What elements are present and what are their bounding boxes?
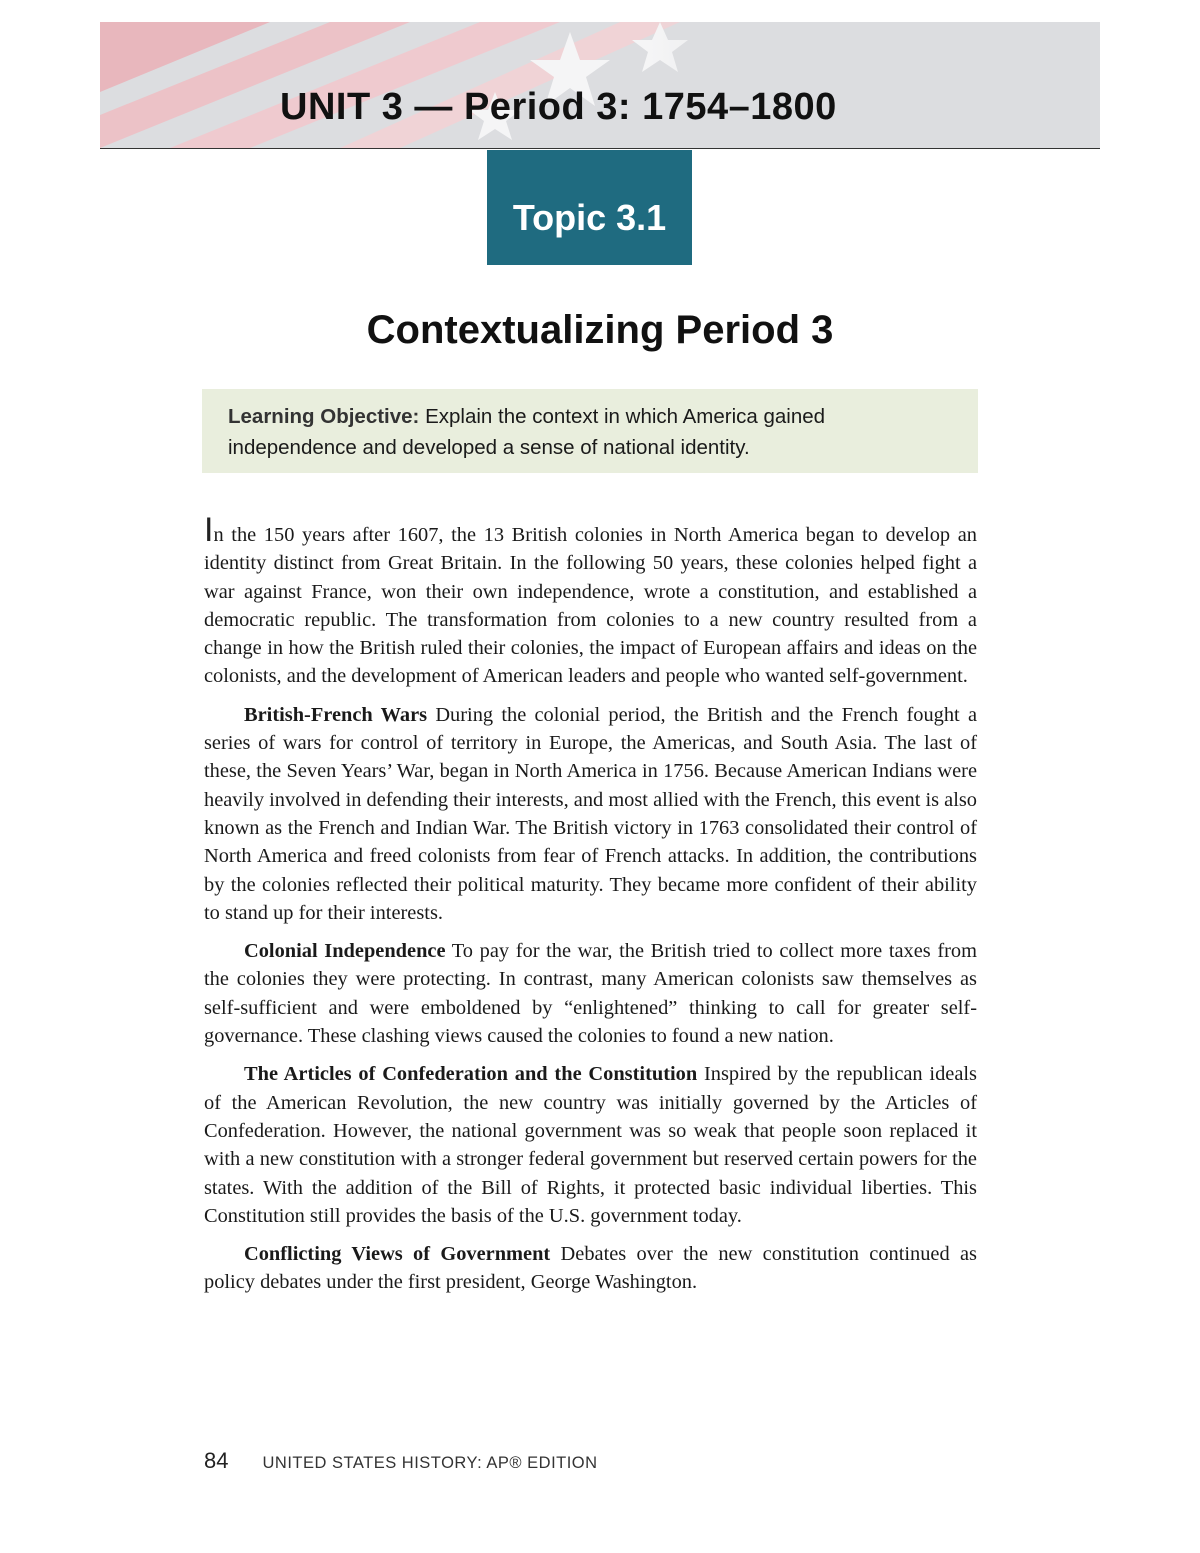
intro-text: n the 150 years after 1607, the 13 British colonies in North America began to develop an identity distinct from Great Britain. In the following 50 years, these colonies helped fight a war against France, won their own independence, wrote a constitution, and established a democratic republic. The transformation from colonies to a new country resulted from a change in how the British ruled their colonies, the impact of European affairs and ideas on the colonists, and the development of American leaders and people who wanted self-government. [204,524,977,688]
learning-objective-label: Learning Objective: [228,405,420,428]
section-text: To pay for the war, the British tried to collect more taxes from the colonies they were protecting. In contrast, many American colonists saw themselves as self-sufficient and were emboldened by “enlightened” thinking to call for greater self-governance. These clashing views caused the colonies to found a new nation. [204,940,977,1048]
intro-paragraph [204,511,977,691]
section-paragraph [204,1060,977,1230]
topic-badge [487,150,692,265]
drop-cap: I [204,511,214,549]
topic-label: Topic 3.1 [512,196,667,238]
flag-banner-graphic [100,22,1100,148]
section-heading: Conflicting Views of Government [244,1243,551,1266]
body-text [204,511,977,1307]
section-text: Debates over the new constitution continued as policy debates under the first president, George Washington. [204,1243,977,1294]
flag-banner [100,22,1100,148]
section-heading: Colonial Independence [244,940,446,963]
section-paragraph [204,701,977,927]
learning-objective-box [202,389,978,473]
learning-objective-text: Explain the context in which America gained independence and developed a sense of national identity. [228,405,826,459]
page-number: 84 [204,1448,229,1473]
section-paragraph [204,937,977,1050]
unit-title: UNIT 3 — Period 3: 1754–1800 [280,86,837,128]
section-paragraph [204,1240,977,1297]
section-text: Inspired by the republican ideals of the American Revolution, the new country was initially governed by the Articles of Confederation. However, the national government was so weak that people soon replaced it with a new constitution with a stronger federal government but reserved certain powers for the states. With the addition of the Bill of Rights, it protected basic individual liberties. This Constitution still provides the basis of the U.S. government today. [204,1063,977,1227]
header-rule [100,148,1100,149]
page-title: Contextualizing Period 3 [366,308,834,352]
page-footer [204,1448,598,1474]
section-heading: British-French Wars [244,703,428,726]
section-heading: The Articles of Confederation and the Constitution [244,1063,698,1086]
section-text: During the colonial period, the British and the French fought a series of wars for control of territory in Europe, the Americas, and South Asia. The last of these, the Seven Years’ War, began in North America in 1756. Because American Indians were heavily involved in defending their interests, and most allied with the French, this event is also known as the French and Indian War. The British victory in 1763 consolidated their control of North America and freed colonists from fear of French attacks. In addition, the contributions by the colonies reflected their political maturity. They became more confident of their ability to stand up for their interests. [204,703,977,924]
book-title: UNITED STATES HISTORY: AP® EDITION [262,1454,598,1472]
